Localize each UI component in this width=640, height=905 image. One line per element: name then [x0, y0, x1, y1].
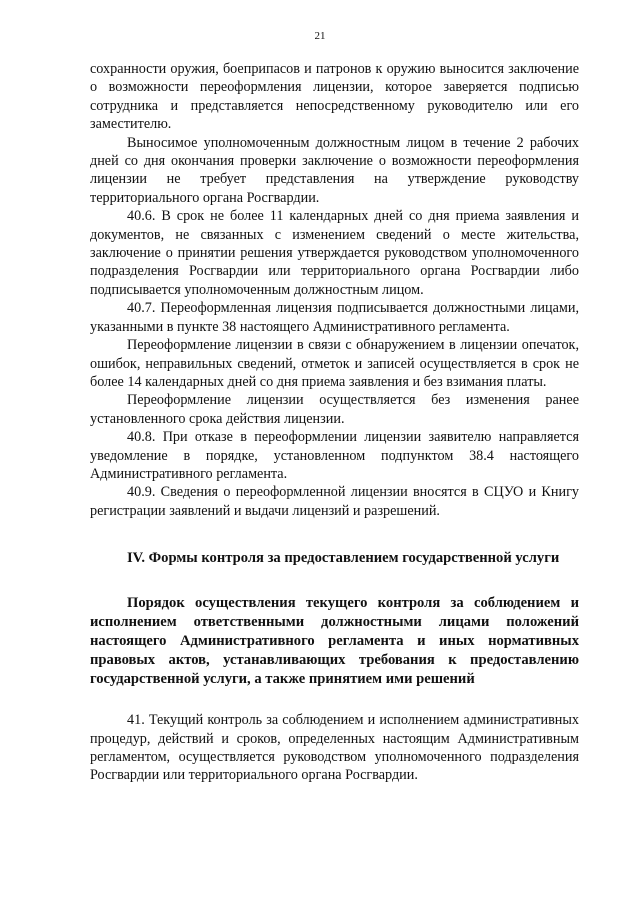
paragraph-40-7: 40.7. Переоформленная лицензия подписывается должностными лицами, указанными в пункте 38 настоящего Административного регламента. — [90, 300, 579, 335]
document-body — [90, 60, 579, 785]
paragraph-41: 41. Текущий контроль за соблюдением и исполнением административных процедур, действий и сроков, определенных настоящим Административным регламентом, осуществляется руководством уполномоченного подразделения Росгвардии или территориального органа Росгвардии. — [90, 712, 579, 784]
paragraph-continuation: сохранности оружия, боеприпасов и патронов к оружию выносится заключение о возможности переоформления лицензии, которое заверяется подписью сотрудника и представляется непосредственному руководителю или его заместителю. — [90, 61, 579, 133]
paragraph: Выносимое уполномоченным должностным лицом в течение 2 рабочих дней со дня окончания проверки заключение о возможности переоформления лицензии не требует представления на утверждение руководству территориального органа Росгвардии. — [90, 134, 579, 206]
page-number: 21 — [314, 30, 326, 42]
paragraph-40-6: 40.6. В срок не более 11 календарных дней со дня приема заявления и документов, не связанных с изменением сведений о месте жительства, заключение о принятии решения утверждается руководством уполномоченного подразделения Росгвардии или территориального органа Росгвардии либо подписывается уполномоченным должностным лицом. — [90, 208, 579, 298]
paragraph: Переоформление лицензии в связи с обнаружением в лицензии опечаток, ошибок, неправильных сведений, отметок и записей осуществляется в срок не более 14 календарных дней со дня приема заявления и без взимания платы. — [90, 337, 579, 390]
paragraph-40-9: 40.9. Сведения о переоформленной лицензии вносятся в СЦУО и Книгу регистрации заявлений и выдачи лицензий и разрешений. — [90, 484, 579, 519]
paragraph-40-8: 40.8. При отказе в переоформлении лицензии заявителю направляется уведомление в порядке, установленном подпунктом 38.4 настоящего Административного регламента. — [90, 429, 579, 482]
section-heading: IV. Формы контроля за предоставлением государственной услуги — [127, 550, 560, 567]
paragraph: Переоформление лицензии осуществляется без изменения ранее установленного срока действия лицензии. — [90, 392, 579, 427]
sub-heading: Порядок осуществления текущего контроля за соблюдением и исполнением ответственными должностными лицами положений настоящего Административного регламента и иных нормативных правовых актов, устанавливающих требования к предоставлению государственной услуги, а также принятием ими решений — [90, 595, 579, 688]
